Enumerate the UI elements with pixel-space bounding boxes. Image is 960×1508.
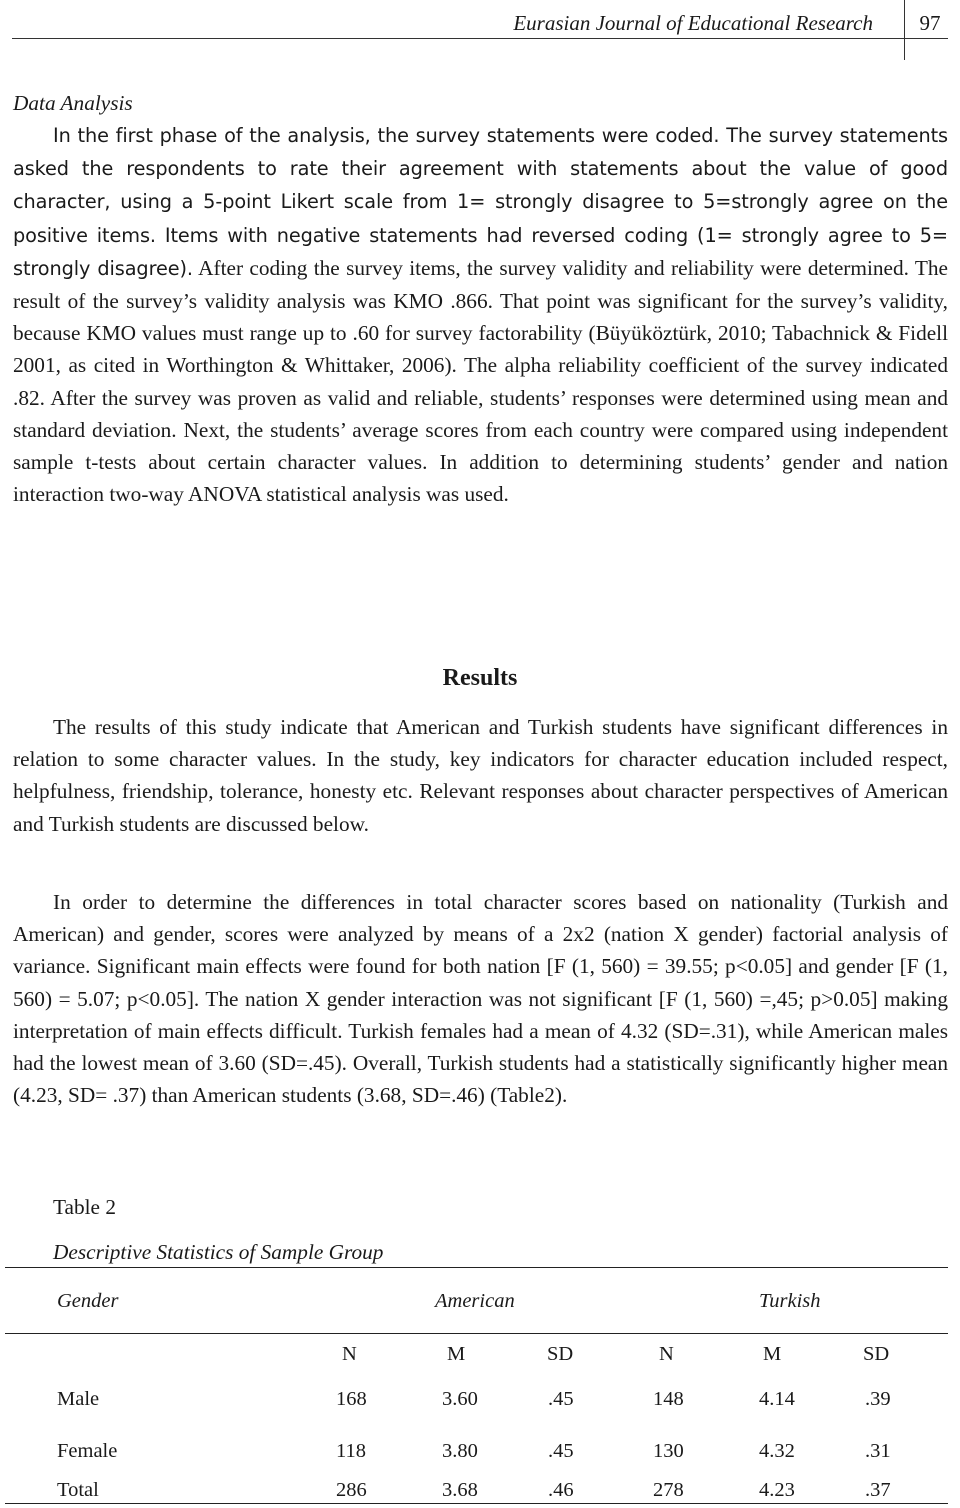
table-row-gender: Male — [57, 1388, 100, 1410]
table-cell-am-sd: .46 — [548, 1479, 574, 1501]
table-cell-tr-m: 4.23 — [759, 1479, 795, 1501]
sub-header-am-m: M — [447, 1343, 466, 1365]
sub-header-tr-m: M — [763, 1343, 782, 1365]
data-analysis-heading: Data Analysis — [13, 91, 133, 115]
table-cell-tr-m: 4.32 — [759, 1440, 795, 1462]
table-cell-tr-n: 278 — [653, 1479, 684, 1501]
table-cell-am-m: 3.68 — [442, 1479, 478, 1501]
table-cell-tr-sd: .37 — [865, 1479, 891, 1501]
table-row-gender: Total — [57, 1479, 99, 1501]
col-header-gender: Gender — [57, 1290, 119, 1312]
table-cell-tr-n: 130 — [653, 1440, 684, 1462]
data-analysis-paragraph — [13, 119, 948, 510]
data-analysis-text-part1: In the first phase of the analysis, the survey statements were coded. The survey statements asked the respondents to rate their agreement with statements about the value of good character, using a 5-point Likert scale from 1= strongly disagree to 5=strongly agree on the positive items. Items with negative statements had reversed coding (1= strongly agree to 5= strongly disagree). — [13, 124, 948, 280]
col-header-american: American — [435, 1290, 515, 1312]
table-cell-am-n: 168 — [336, 1388, 367, 1410]
table-caption: Descriptive Statistics of Sample Group — [53, 1240, 384, 1264]
table-cell-tr-m: 4.14 — [759, 1388, 795, 1410]
table-header-rule — [5, 1333, 948, 1334]
table-top-rule — [5, 1267, 948, 1268]
table-cell-am-m: 3.80 — [442, 1440, 478, 1462]
table-cell-am-n: 286 — [336, 1479, 367, 1501]
results-paragraph-2: In order to determine the differences in total character scores based on nationality (Turkish and American) and gender, scores were analyzed by means of a 2x2 (nation X gender) factorial analysis of variance. Significant main effects were found for both nation [F (1, 560) = 39.55; p<0.05] and gender [F (1, 560) = 5.07; p<0.05]. The nation X gender interaction was not significant [F (1, 560) =,45; p>0.05] making interpretation of main effects difficult. Turkish females had a mean of 4.32 (SD=.31), while American males had the lowest mean of 3.60 (SD=.45). Overall, Turkish students had a statistically significantly higher mean (4.23, SD= .37) than American students (3.68, SD=.46) (Table2). — [13, 890, 948, 1108]
results-paragraph-1: The results of this study indicate that American and Turkish students have significant differences in relation to some character values. In the study, key indicators for character education included respect, helpfulness, friendship, tolerance, honesty etc. Relevant responses about character perspectives of American and Turkish students are discussed below. — [13, 715, 948, 836]
sub-header-tr-sd: SD — [863, 1343, 890, 1365]
table-cell-am-n: 118 — [336, 1440, 366, 1462]
table-cell-am-m: 3.60 — [442, 1388, 478, 1410]
page-number: 97 — [919, 11, 941, 35]
data-analysis-text-part2: After coding the survey items, the survey validity and reliability were determined. The result of the survey’s validity analysis was KMO .866. That point was significant for the survey’s validity, because KMO values must range up to .60 for survey factorability (Büyüköztürk, 2010; Tabachnick & Fidell 2001, as cited in Worthington & Whittaker, 2006). The alpha reliability coefficient of the survey indicated .82. After the survey was proven as valid and reliable, students’ responses were determined using mean and standard deviation. Next, the students’ average scores from each country were compared using independent sample t-tests about certain character values. In addition to determining students’ gender and nation interaction two-way ANOVA statistical analysis was used. — [13, 255, 949, 507]
table-bottom-rule — [5, 1503, 948, 1504]
table-label: Table 2 — [53, 1195, 116, 1219]
header-rule — [12, 38, 948, 39]
sub-header-tr-n: N — [659, 1343, 674, 1365]
table-cell-am-sd: .45 — [548, 1440, 574, 1462]
table-cell-tr-sd: .31 — [865, 1440, 891, 1462]
table-row-gender: Female — [57, 1440, 118, 1462]
table-cell-tr-n: 148 — [653, 1388, 684, 1410]
table-cell-am-sd: .45 — [548, 1388, 574, 1410]
results-heading: Results — [442, 665, 518, 691]
sub-header-am-n: N — [342, 1343, 357, 1365]
table-cell-tr-sd: .39 — [865, 1388, 891, 1410]
col-header-turkish: Turkish — [759, 1290, 821, 1312]
journal-title: Eurasian Journal of Educational Research — [513, 11, 873, 35]
sub-header-am-sd: SD — [547, 1343, 574, 1365]
